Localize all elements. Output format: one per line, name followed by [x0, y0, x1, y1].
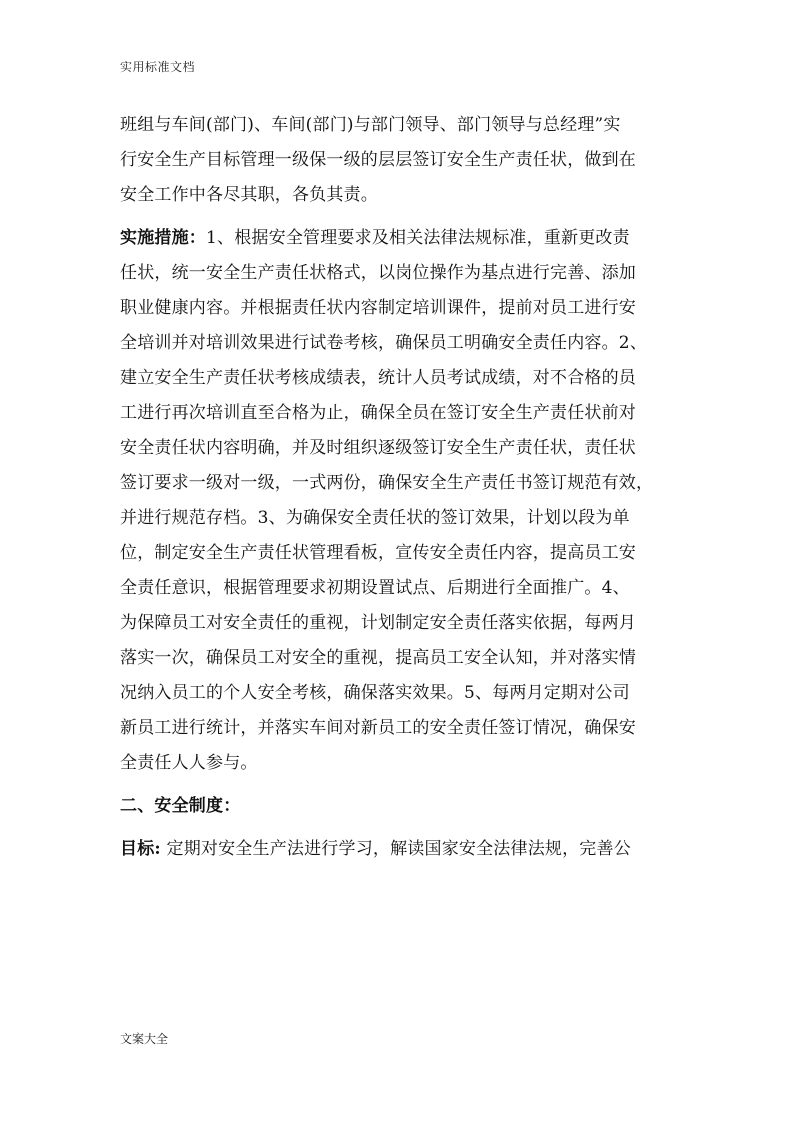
paragraph-goal — [120, 832, 676, 867]
text-line: 全责任意识，根据管理要求初期设置试点、后期进行全面推广。4、 — [120, 578, 630, 598]
paragraph-spacer — [120, 824, 676, 832]
text-line: 职业健康内容。并根据责任状内容制定培训课件，提前对员工进行安 — [120, 298, 636, 318]
section-heading: 二、安全制度： — [120, 796, 241, 816]
text-line: 行安全生产目标管理一级保一级的层层签订安全生产责任状，做到在 — [120, 150, 636, 170]
text-line: 工进行再次培训直至合格为止，确保全员在签订安全生产责任状前对 — [120, 403, 636, 423]
text-line: 位，制定安全生产责任状管理看板，宣传安全责任内容，提高员工安 — [120, 543, 636, 563]
text-line: 任状，统一安全生产责任状格式，以岗位操作为基点进行完善、添加 — [120, 263, 636, 283]
text-line: 为保障员工对安全责任的重视，计划制定安全责任落实依据，每两月 — [120, 613, 636, 633]
paragraph-responsibility — [120, 108, 676, 213]
paragraph-measures — [120, 221, 676, 781]
document-body — [120, 108, 676, 867]
text-line: 全培训并对培训效果进行试卷考核，确保员工明确安全责任内容。2、 — [120, 333, 648, 353]
text-line: 安全工作中各尽其职，各负其责。 — [120, 185, 378, 205]
text-line: 签订要求一级对一级，一式两份，确保安全生产责任书签订规范有效， — [120, 473, 654, 493]
text-line — [120, 221, 676, 256]
text-line: 建立安全生产责任状考核成绩表，统计人员考试成绩，对不合格的员 — [120, 368, 636, 388]
text-line: 全责任人人参与。 — [120, 753, 258, 773]
text-line: 新员工进行统计，并落实车间对新员工的安全责任签订情况，确保安 — [120, 718, 636, 738]
text-line: 班组与车间(部门)、车间(部门)与部门领导、部门领导与总经理”实 — [120, 115, 621, 135]
text-line: 并进行规范存档。3、为确保安全责任状的签订效果，计划以段为单 — [120, 508, 630, 528]
text-line — [120, 832, 676, 867]
goal-text: 定期对安全生产法进行学习，解读国家安全法律法规，完善公 — [160, 839, 631, 859]
text-line: 安全责任状内容明确，并及时组织逐级签订安全生产责任状，责任状 — [120, 438, 636, 458]
page-footer: 文案大全 — [120, 1032, 169, 1046]
paragraph-spacer — [120, 213, 676, 221]
text-line: 落实一次，确保员工对安全的重视，提高员工安全认知，并对落实情 — [120, 648, 636, 668]
measures-first-line: 1、根据安全管理要求及相关法律法规标准，重新更改责 — [206, 228, 630, 248]
paragraph-spacer — [120, 781, 676, 789]
measures-label: 实施措施： — [120, 228, 206, 248]
text-line: 况纳入员工的个人安全考核，确保落实效果。5、每两月定期对公司 — [120, 683, 630, 703]
page-header: 实用标准文档 — [120, 60, 196, 74]
goal-label: 目标: — [120, 839, 161, 859]
